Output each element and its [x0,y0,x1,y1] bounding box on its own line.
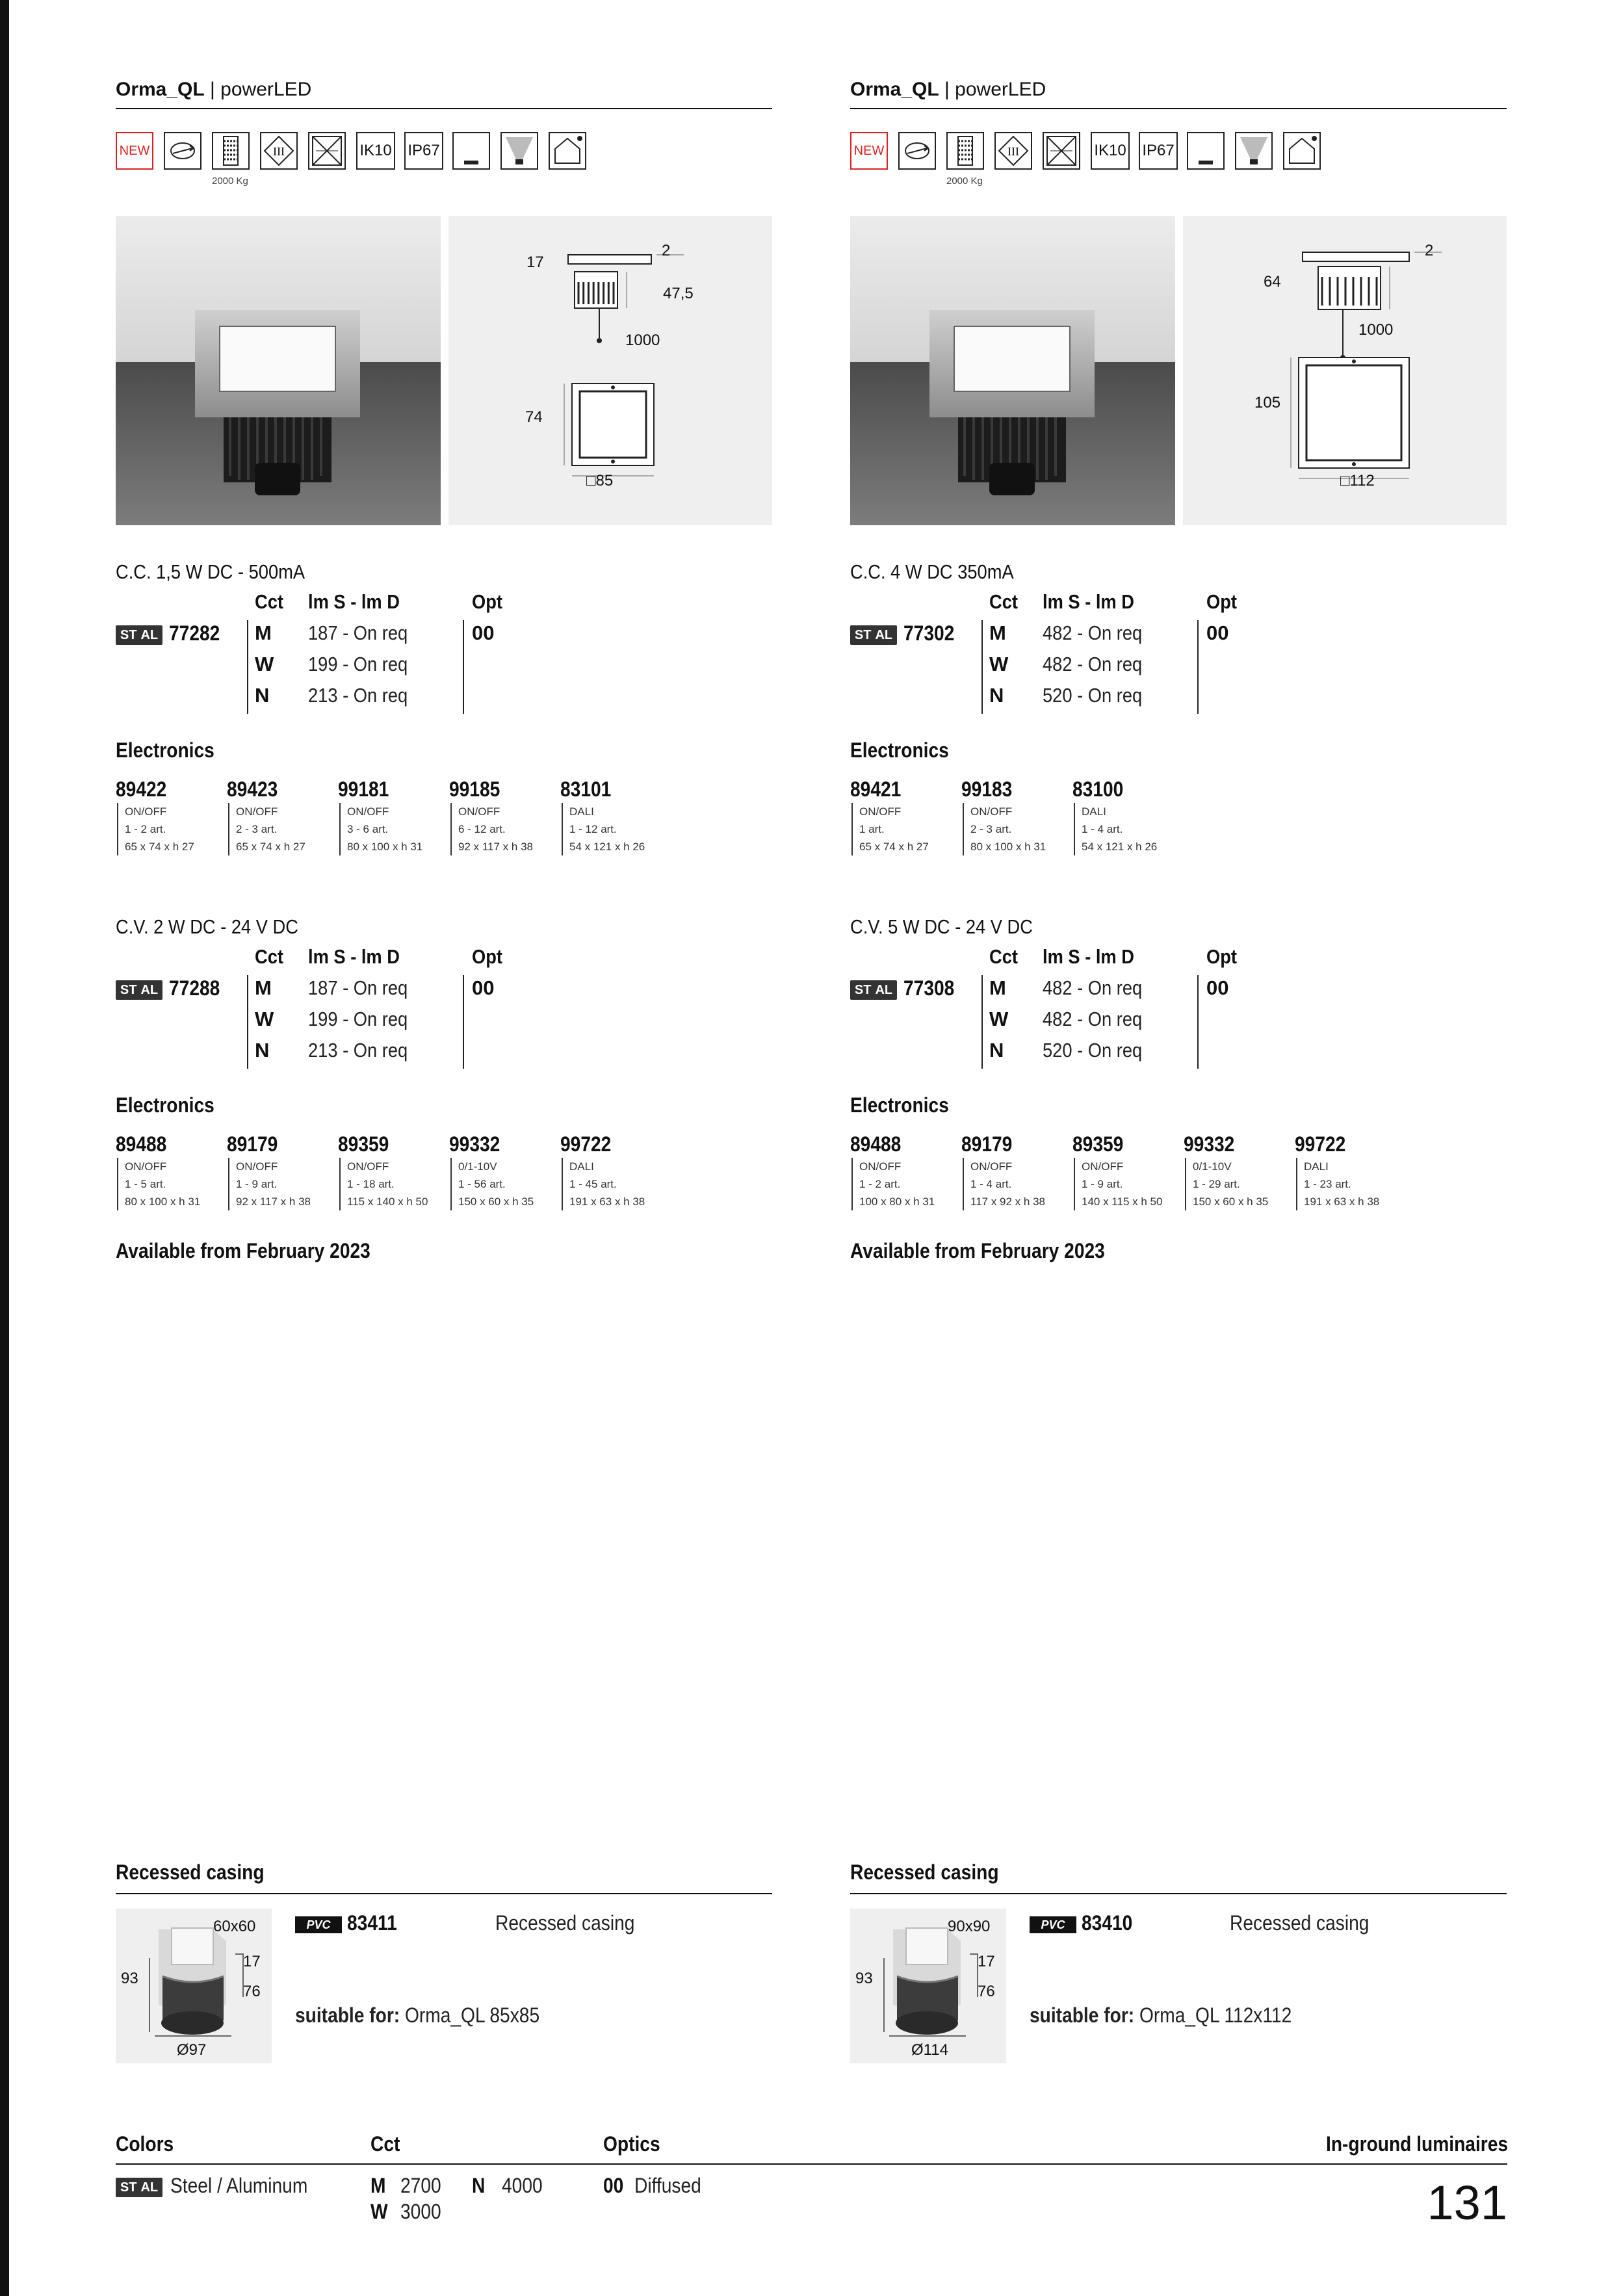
optic-code: 00 [472,621,495,644]
driver-code: 89179 [227,1132,278,1156]
cct-code: M [255,976,272,999]
electronics-item [1072,1132,1183,1210]
electronics-item [1072,777,1183,855]
driver-capacity: 1 - 2 art. [125,823,166,835]
driver-size: 115 x 140 x h 50 [347,1195,428,1208]
footer-section-label: In-ground luminaires [1326,2132,1509,2156]
cct-key: W [370,2200,388,2223]
rotate-optic-icon [898,132,936,170]
material-badge: PVC [1030,1916,1076,1933]
material-badge: PVC [295,1916,342,1933]
electronics-item [1184,1132,1294,1210]
electronics-item [227,1132,337,1210]
optic-code: 00 [1206,976,1229,999]
dim-body: 47,5 [663,285,694,302]
accessory-label: Recessed casing [495,1911,635,1935]
drive-over-icon [946,132,984,170]
divider [463,620,464,714]
driver-code: 99185 [449,777,500,801]
new-badge-icon: NEW [850,132,888,170]
page-number: 131 [1427,2176,1507,2230]
driver-capacity: 1 - 29 art. [1193,1178,1240,1190]
electronics-item [227,777,337,855]
lumen-value: 187 - On req [308,976,408,999]
divider [247,620,248,714]
dim-side: 74 [525,408,543,426]
driver-size: 80 x 100 x h 31 [970,841,1046,853]
dim-h1: 17 [243,1953,261,1970]
col-head-opt: Opt [1206,590,1237,613]
cct-code: M [255,621,272,644]
driver-details [562,803,671,855]
electronics-item [560,1132,671,1210]
driver-capacity: 1 art. [859,823,885,835]
compatibility-note: suitable for: Orma_QL 112x112 [1030,2003,1292,2027]
dim-flange: 2 [662,242,671,259]
compatibility-note: suitable for: Orma_QL 85x85 [295,2003,540,2027]
driver-details [963,1158,1072,1210]
dimension-drawing [448,216,772,525]
dim-cable: 1000 [1358,321,1394,339]
lumen-value: 482 - On req [1043,976,1143,999]
cct-value: 2700 [400,2174,441,2197]
electronics-heading: Electronics [116,1093,214,1117]
recessed-casing-drawing [116,1909,272,2063]
cct-key: N [472,2174,486,2197]
lumen-value: 520 - On req [1043,684,1143,707]
cct-key: M [370,2174,386,2197]
driver-code: 99722 [560,1132,612,1156]
no-insulation-cover-icon [308,132,346,170]
divider [247,975,248,1069]
driver-details [339,1158,448,1210]
col-head-lumen: lm S - lm D [1043,590,1134,613]
dim-h2: 76 [978,1983,995,2000]
cct-code: N [989,684,1004,707]
variant-block-2 [850,915,1507,1065]
driver-capacity: 1 - 45 art. [569,1178,617,1190]
finish-badge: ST AL [116,625,162,645]
rotate-optic-icon [164,132,201,170]
light-beam-icon [1235,132,1273,170]
driver-size: 80 x 100 x h 31 [347,841,423,853]
class-iii-icon [260,132,298,170]
driver-size: 54 x 121 x h 26 [569,841,645,853]
driver-capacity: 6 - 12 art. [458,823,506,835]
ip-rating-icon: IP67 [1139,132,1178,170]
driver-code: 89179 [961,1132,1013,1156]
driver-type: ON/OFF [347,1160,389,1173]
col-head-opt: Opt [472,945,502,968]
driver-capacity: 3 - 6 art. [347,823,389,835]
driver-code: 89421 [850,777,902,801]
driver-details [228,803,337,855]
cct-code: N [255,1039,270,1062]
driver-size: 65 x 74 x h 27 [125,841,194,853]
lumen-value: 199 - On req [308,1008,408,1030]
ik-rating-icon: IK10 [1091,132,1130,170]
cct-value: 3000 [400,2200,441,2223]
product-column-left [116,0,772,2296]
driver-capacity: 1 - 56 art. [458,1178,506,1190]
col-head-lumen: lm S - lm D [1043,945,1134,968]
driver-type: DALI [1082,805,1106,818]
driver-type: DALI [1304,1160,1329,1173]
driver-code: 89422 [116,777,167,801]
driver-type: ON/OFF [859,1160,902,1173]
driver-size: 65 x 74 x h 27 [236,841,305,853]
finish-badge: ST AL [850,625,897,645]
new-badge-icon: NEW [116,132,153,170]
outdoor-house-icon [549,132,586,170]
driver-capacity: 1 - 12 art. [569,823,617,835]
cct-code: N [255,684,270,707]
driver-size: 191 x 63 x h 38 [569,1195,645,1208]
driver-capacity: 1 - 5 art. [125,1178,166,1190]
driver-capacity: 1 - 23 art. [1304,1178,1351,1190]
lumen-value: 482 - On req [1043,621,1143,644]
article-code: 77302 [903,621,955,645]
electronics-item [560,777,671,855]
electronics-item [116,777,226,855]
optic-code: 00 [1206,621,1229,644]
ip-rating-icon: IP67 [404,132,443,170]
drive-over-icon [212,132,250,170]
driver-capacity: 1 - 2 art. [859,1178,901,1190]
col-head-cct: Cct [255,945,283,968]
driver-details [1074,1158,1183,1210]
driver-size: 191 x 63 x h 38 [1304,1195,1380,1208]
driver-type: ON/OFF [125,1160,167,1173]
driver-capacity: 1 - 4 art. [970,1178,1012,1190]
svg-text:III: III [1007,145,1019,158]
driver-code: 89488 [850,1132,902,1156]
recessed-mount-icon [1187,132,1225,170]
product-photo [116,216,441,525]
driver-type: ON/OFF [970,805,1013,818]
article-code: 77282 [169,621,220,645]
color-value: Steel / Aluminum [170,2174,308,2197]
footer-optics-heading: Optics [603,2132,660,2156]
cct-code: W [255,1008,274,1030]
driver-size: 117 x 92 x h 38 [970,1195,1045,1208]
light-beam-icon [500,132,538,170]
dim-h1: 17 [978,1953,995,1970]
lumen-value: 187 - On req [308,621,408,644]
load-weight-label: 2000 Kg [212,176,248,187]
cct-code: N [989,1039,1004,1062]
driver-size: 92 x 117 x h 38 [236,1195,311,1208]
driver-type: ON/OFF [125,805,167,818]
recessed-casing-drawing [850,1909,1006,2063]
col-head-cct: Cct [989,590,1018,613]
driver-details [228,1158,337,1210]
article-code: 77308 [903,976,955,1000]
outdoor-house-icon [1283,132,1321,170]
dim-square: □112 [1340,472,1375,489]
col-head-cct: Cct [989,945,1018,968]
driver-size: 54 x 121 x h 26 [1082,841,1158,853]
product-column-right [850,0,1507,2296]
svg-text:III: III [273,145,285,158]
driver-type: DALI [569,1160,594,1173]
availability-note: Available from February 2023 [850,1239,1105,1262]
driver-code: 83101 [560,777,612,801]
lumen-value: 482 - On req [1043,1008,1143,1030]
driver-size: 150 x 60 x h 35 [458,1195,534,1208]
cct-code: W [989,653,1009,675]
electronics-item [449,777,560,855]
cct-code: W [989,1008,1009,1030]
driver-details [1185,1158,1294,1210]
footer-rule [116,2163,1507,2165]
lumen-value: 520 - On req [1043,1039,1143,1062]
driver-code: 99181 [338,777,389,801]
electronics-item [850,1132,961,1210]
dim-height: 64 [1264,273,1281,291]
electronics-item [850,777,961,855]
driver-size: 140 x 115 x h 50 [1082,1195,1163,1208]
driver-details [117,1158,226,1210]
electronics-heading: Electronics [850,1093,949,1117]
cct-code: M [989,621,1006,644]
driver-code: 83100 [1072,777,1124,801]
variant-block-1 [116,560,772,710]
recessed-casing-heading: Recessed casing [116,1860,772,1894]
cct-code: W [255,653,274,675]
col-head-opt: Opt [1206,945,1237,968]
dim-h3: 93 [855,1970,873,1987]
driver-type: ON/OFF [236,1160,278,1173]
dim-square: □85 [586,472,614,489]
recessed-mount-icon [452,132,490,170]
driver-capacity: 2 - 3 art. [236,823,278,835]
driver-size: 150 x 60 x h 35 [1193,1195,1269,1208]
electronics-item [338,777,448,855]
driver-details [562,1158,671,1210]
electronics-item [338,1132,448,1210]
finish-badge: ST AL [116,980,162,1000]
driver-details [1296,1158,1405,1210]
cct-code: M [989,976,1006,999]
electronics-heading: Electronics [116,738,214,762]
divider [1197,975,1199,1069]
divider [981,975,983,1069]
driver-size: 65 x 74 x h 27 [859,841,929,853]
driver-type: ON/OFF [970,1160,1013,1173]
variant-title: C.C. 1,5 W DC - 500mA [116,560,305,583]
divider [1197,620,1199,714]
electronics-item [449,1132,560,1210]
product-photo [850,216,1175,525]
driver-type: DALI [569,805,594,818]
electronics-item [1295,1132,1405,1210]
lumen-value: 482 - On req [1043,653,1143,675]
divider [463,975,464,1069]
footer-cct-heading: Cct [370,2132,400,2156]
electronics-heading: Electronics [850,738,949,762]
recessed-casing-heading: Recessed casing [850,1860,1507,1894]
ik-rating-icon: IK10 [356,132,395,170]
driver-code: 99332 [449,1132,500,1156]
driver-code: 99722 [1295,1132,1346,1156]
variant-title: C.V. 5 W DC - 24 V DC [850,915,1033,938]
optic-code: 00 [472,976,495,999]
driver-code: 89359 [338,1132,389,1156]
finish-badge: ST AL [850,980,897,1000]
load-weight-label: 2000 Kg [946,176,983,187]
driver-details [450,803,560,855]
article-code: 77288 [169,976,220,1000]
driver-type: ON/OFF [236,805,278,818]
lumen-value: 213 - On req [308,684,408,707]
driver-capacity: 1 - 4 art. [1082,823,1123,835]
dim-flange: 2 [1425,242,1434,259]
driver-capacity: 1 - 18 art. [347,1178,395,1190]
electronics-item [116,1132,226,1210]
optic-value: Diffused [634,2174,701,2197]
driver-type: 0/1-10V [458,1160,497,1173]
dim-top: 90x90 [948,1918,991,1935]
variant-block-2 [116,915,772,1065]
driver-code: 89423 [227,777,278,801]
driver-type: ON/OFF [859,805,902,818]
dim-diameter: Ø97 [177,2041,207,2059]
driver-type: ON/OFF [458,805,500,818]
dim-height: 17 [526,254,544,271]
driver-details [339,803,448,855]
driver-details [117,803,226,855]
divider [981,620,983,714]
dim-top: 60x60 [213,1918,256,1935]
driver-details [1074,803,1183,855]
driver-size: 92 x 117 x h 38 [458,841,533,853]
col-head-cct: Cct [255,590,283,613]
variant-title: C.V. 2 W DC - 24 V DC [116,915,298,938]
accessory-code: 83411 [347,1911,397,1935]
class-iii-icon [994,132,1032,170]
dimension-drawing [1183,216,1507,525]
driver-details [851,1158,961,1210]
driver-details [851,803,961,855]
product-header: Orma_QL | powerLED [850,75,1507,109]
driver-type: ON/OFF [347,805,389,818]
driver-capacity: 1 - 9 art. [1082,1178,1123,1190]
footer-colors-heading: Colors [116,2132,174,2156]
dim-side: 105 [1254,394,1281,411]
driver-capacity: 2 - 3 art. [970,823,1012,835]
accessory-label: Recessed casing [1230,1911,1370,1935]
page-edge-bar [0,0,9,2296]
driver-code: 89488 [116,1132,167,1156]
driver-type: ON/OFF [1082,1160,1124,1173]
dim-cable: 1000 [625,332,660,349]
dim-diameter: Ø114 [911,2041,948,2059]
dim-h2: 76 [243,1983,261,2000]
electronics-item [961,1132,1072,1210]
col-head-opt: Opt [472,590,502,613]
product-header: Orma_QL | powerLED [116,75,772,109]
dim-h3: 93 [121,1970,138,1987]
driver-size: 80 x 100 x h 31 [125,1195,201,1208]
electronics-item [961,777,1072,855]
driver-code: 99332 [1184,1132,1235,1156]
driver-type: 0/1-10V [1193,1160,1232,1173]
accessory-code: 83410 [1082,1911,1133,1935]
no-insulation-cover-icon [1043,132,1080,170]
availability-note: Available from February 2023 [116,1239,370,1262]
lumen-value: 213 - On req [308,1039,408,1062]
lumen-value: 199 - On req [308,653,408,675]
variant-block-1 [850,560,1507,710]
driver-capacity: 1 - 9 art. [236,1178,278,1190]
cct-value: 4000 [502,2174,543,2197]
driver-code: 99183 [961,777,1013,801]
col-head-lumen: lm S - lm D [308,945,400,968]
optic-key: 00 [603,2174,624,2197]
finish-badge: ST AL [116,2178,162,2197]
driver-details [450,1158,560,1210]
driver-code: 89359 [1072,1132,1124,1156]
driver-size: 100 x 80 x h 31 [859,1195,935,1208]
driver-details [963,803,1072,855]
col-head-lumen: lm S - lm D [308,590,400,613]
variant-title: C.C. 4 W DC 350mA [850,560,1014,583]
